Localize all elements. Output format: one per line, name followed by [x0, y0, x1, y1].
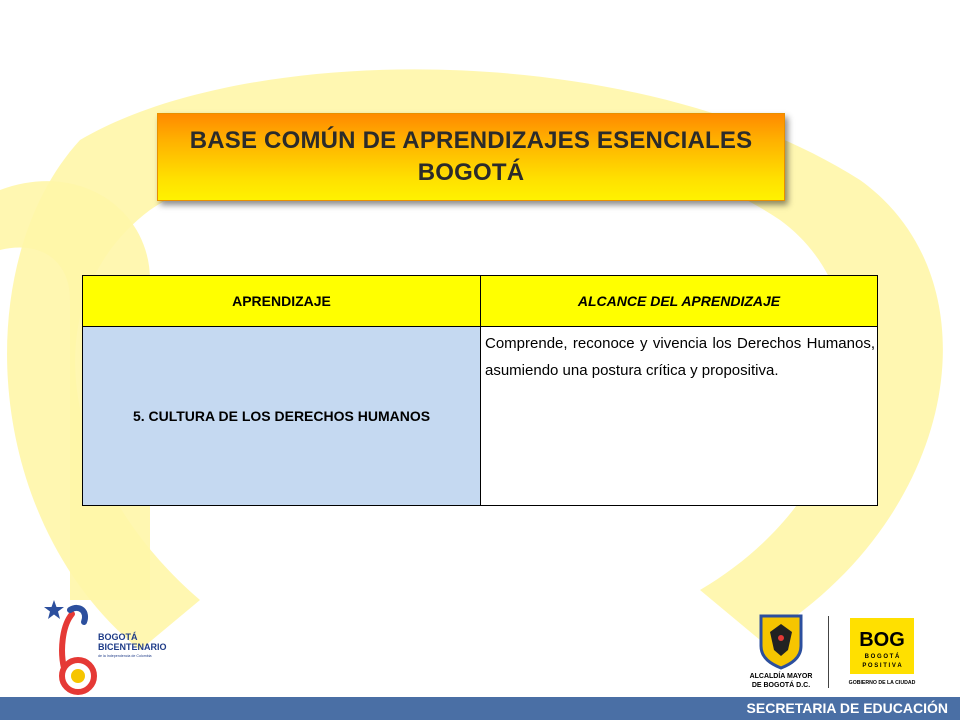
- logo-divider: [828, 616, 829, 688]
- cell-aprendizaje: [83, 327, 481, 506]
- footer-bar: [0, 697, 960, 720]
- star-icon: [44, 600, 64, 619]
- bicentenario-logo: [40, 596, 180, 706]
- footer-label: SECRETARIA DE EDUCACIÓN: [746, 700, 948, 716]
- slide-title-box: [157, 113, 785, 201]
- header-aprendizaje: APRENDIZAJE: [83, 276, 481, 327]
- alcaldia-logo: [736, 612, 826, 692]
- bicentenario-text-3: de la Independencia de Colombia: [98, 654, 152, 658]
- bog-text-2: P O S I T I V A: [862, 663, 902, 669]
- bog-text-1: B O G O T Á: [864, 654, 900, 660]
- table-header-row: [83, 276, 878, 327]
- bogota-positiva-logo: [846, 614, 922, 690]
- bicentenario-text-2: BICENTENARIO: [98, 642, 167, 652]
- bog-caption: GOBIERNO DE LA CIUDAD: [848, 680, 916, 686]
- header-alcance: ALCANCE DEL APRENDIZAJE: [481, 276, 878, 327]
- cell-alcance-text: Comprende, reconoce y vivencia los Derechos Humanos, asumiendo una postura crítica y propositiva.: [485, 335, 875, 379]
- cell-alcance: [481, 327, 878, 506]
- learning-table: [82, 275, 878, 506]
- cell-aprendizaje-text: 5. CULTURA DE LOS DERECHOS HUMANOS: [132, 408, 431, 424]
- slide-title-line2: BOGOTÁ: [417, 159, 525, 186]
- bicentenario-text-1: BOGOTÁ: [98, 632, 138, 642]
- bog-word: BOG: [859, 629, 905, 651]
- alcaldia-text-2: DE BOGOTÁ D.C.: [751, 682, 811, 689]
- alcaldia-text-1: ALCALDÍA MAYOR: [749, 673, 813, 680]
- table-row: [83, 327, 878, 506]
- slide-title-line1: BASE COMÚN DE APRENDIZAJES ESENCIALES: [189, 127, 753, 154]
